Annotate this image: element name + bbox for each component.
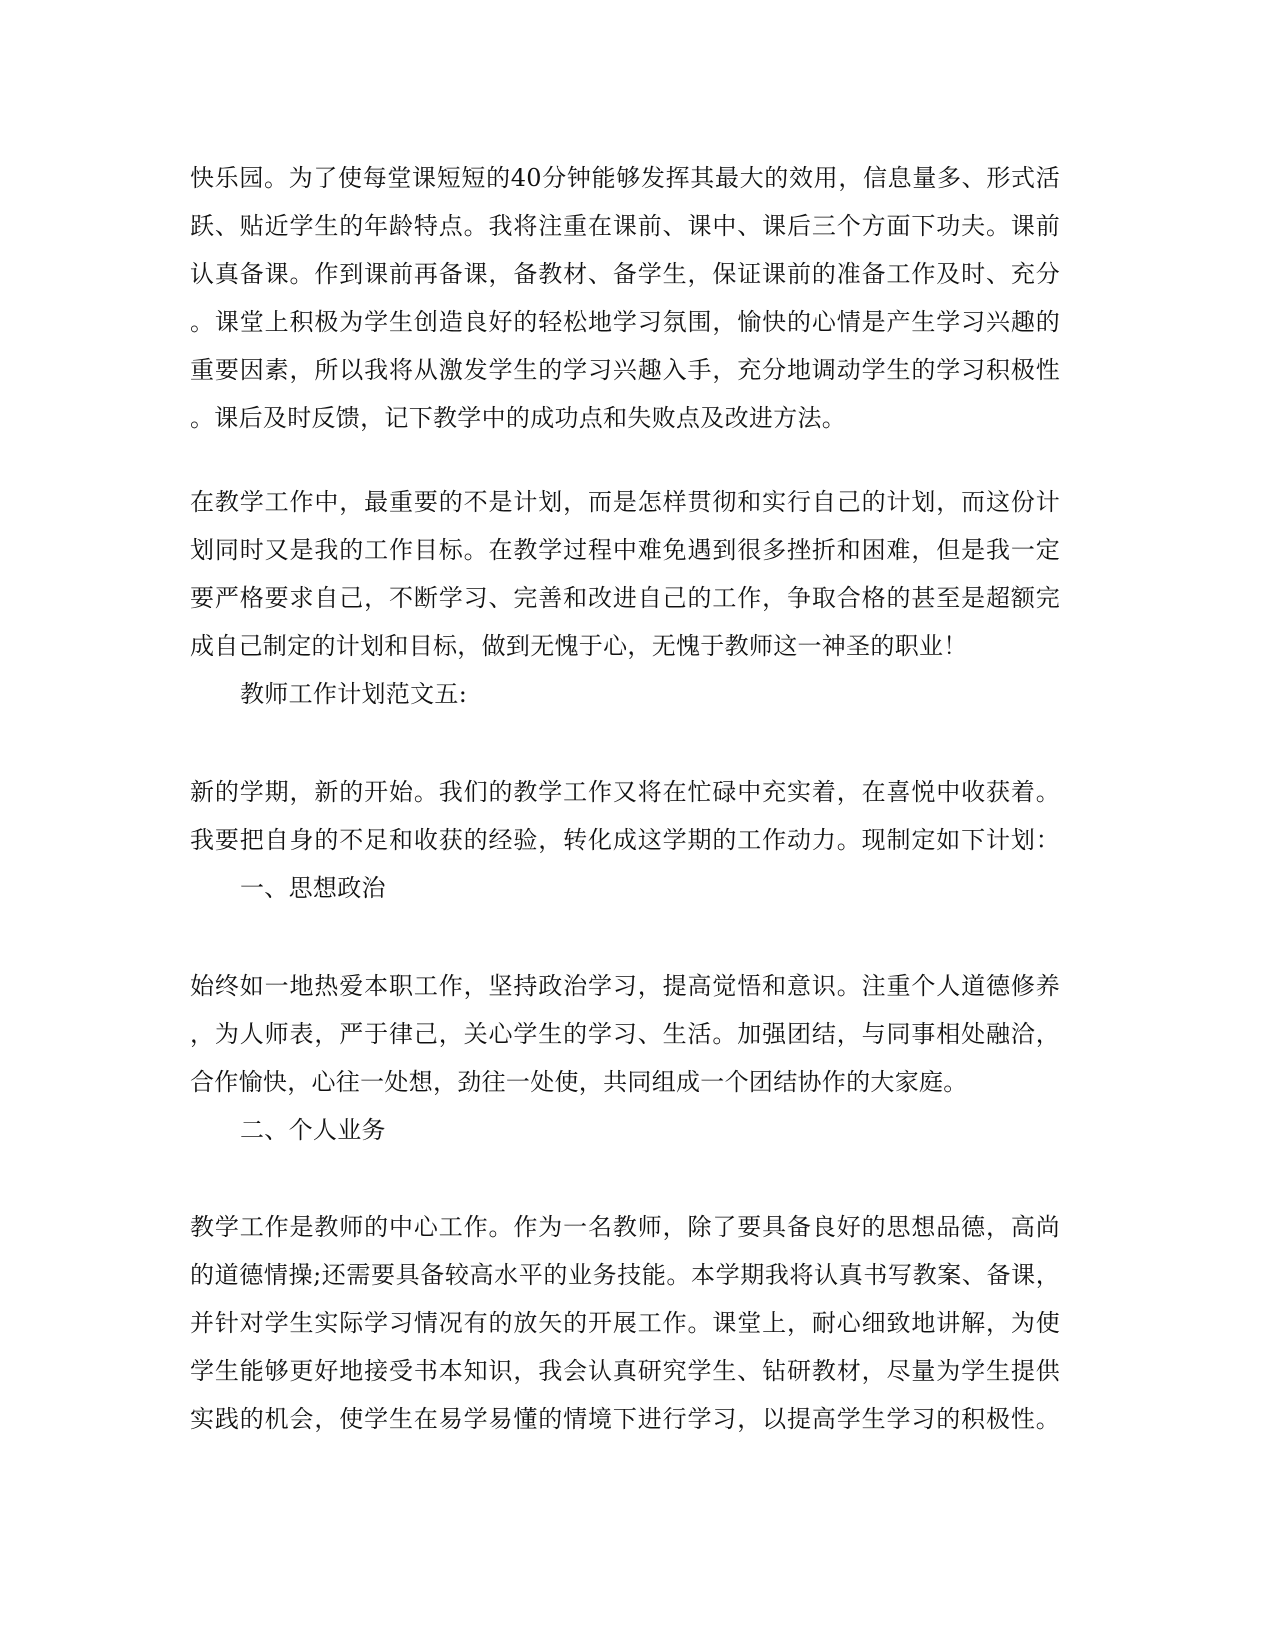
text-line: 实践的机会，使学生在易学易懂的情境下进行学习，以提高学生学习的积极性。 <box>190 1405 1060 1433</box>
text-line: 认真备课。作到课前再备课，备教材、备学生，保证课前的准备工作及时、充分 <box>190 260 1060 288</box>
text-line: 要严格要求自己，不断学习、完善和改进自己的工作，争取合格的甚至是超额完 <box>190 584 1060 612</box>
text-line: 的道德情操;还需要具备较高水平的业务技能。本学期我将认真书写教案、备课， <box>190 1261 1060 1289</box>
text-line: 在教学工作中，最重要的不是计划，而是怎样贯彻和实行自己的计划，而这份计 <box>190 488 1060 516</box>
text-line: 划同时又是我的工作目标。在教学过程中难免遇到很多挫折和困难，但是我一定 <box>190 536 1060 564</box>
text-line: 教学工作是教师的中心工作。作为一名教师，除了要具备良好的思想品德，高尚 <box>190 1213 1060 1241</box>
text-line: 合作愉快，心往一处想，劲往一处使，共同组成一个团结协作的大家庭。 <box>190 1068 968 1096</box>
text-line: 我要把自身的不足和收获的经验，转化成这学期的工作动力。现制定如下计划： <box>190 826 1060 854</box>
paragraph-ideology <box>190 962 1060 1106</box>
heading-section-one: 一、思想政治 <box>240 874 386 902</box>
paragraph-professional <box>190 1203 1060 1443</box>
text-line: 始终如一地热爱本职工作，坚持政治学习，提高觉悟和意识。注重个人道德修养 <box>190 972 1060 1000</box>
text-line: 。课堂上积极为学生创造良好的轻松地学习氛围，愉快的心情是产生学习兴趣的 <box>190 308 1060 336</box>
text-line: 新的学期，新的开始。我们的教学工作又将在忙碌中充实着，在喜悦中收获着。 <box>190 778 1060 806</box>
text-line: ，为人师表，严于律己，关心学生的学习、生活。加强团结，与同事相处融洽， <box>190 1020 1060 1048</box>
text-line: 并针对学生实际学习情况有的放矢的开展工作。课堂上，耐心细致地讲解，为使 <box>190 1309 1060 1337</box>
paragraph-plan-goal <box>190 478 1060 670</box>
text-line: 。课后及时反馈，记下教学中的成功点和失败点及改进方法。 <box>190 404 847 432</box>
paragraph-new-semester <box>190 768 1060 864</box>
text-line: 跃、贴近学生的年龄特点。我将注重在课前、课中、课后三个方面下功夫。课前 <box>190 212 1060 240</box>
text-line: 重要因素，所以我将从激发学生的学习兴趣入手，充分地调动学生的学习积极性 <box>190 356 1060 384</box>
text-line: 快乐园。为了使每堂课短短的40分钟能够发挥其最大的效用，信息量多、形式活 <box>190 164 1060 192</box>
heading-sample-five: 教师工作计划范文五: <box>240 680 468 708</box>
text-line: 成自己制定的计划和目标，做到无愧于心，无愧于教师这一神圣的职业！ <box>190 632 968 660</box>
text-line: 学生能够更好地接受书本知识，我会认真研究学生、钻研教材，尽量为学生提供 <box>190 1357 1060 1385</box>
heading-section-two: 二、个人业务 <box>240 1116 386 1144</box>
paragraph-classroom <box>190 154 1060 442</box>
